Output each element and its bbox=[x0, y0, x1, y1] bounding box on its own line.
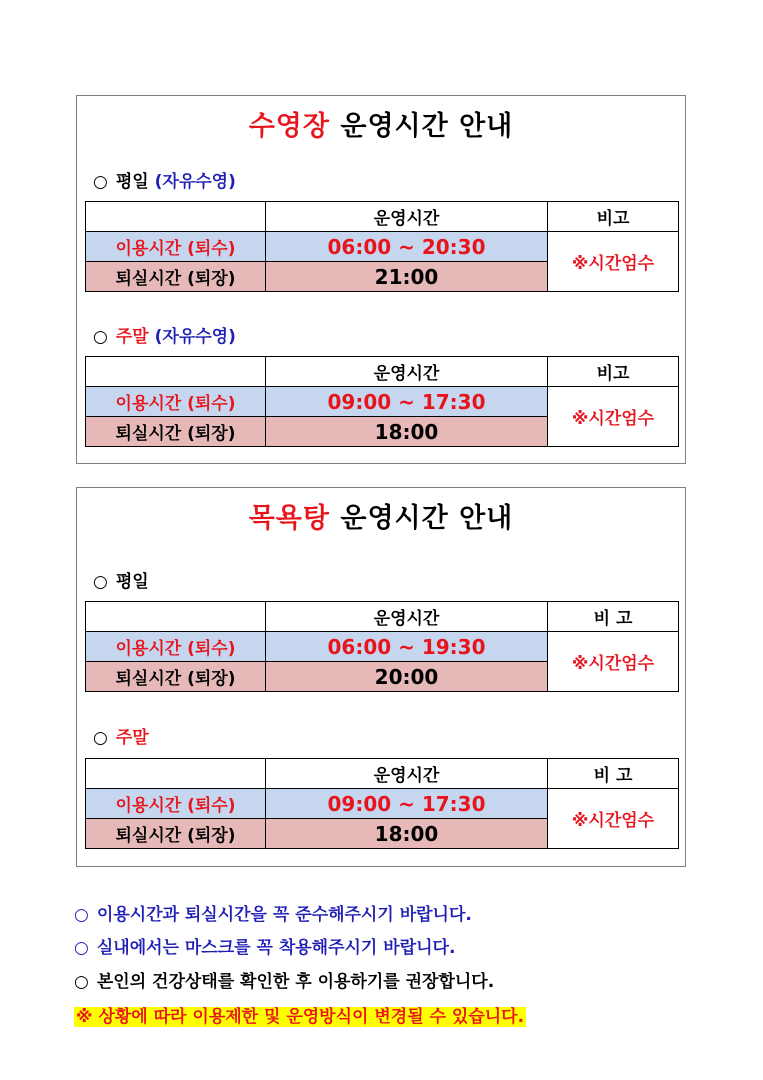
exit-time-value: 18:00 bbox=[266, 819, 548, 849]
use-time-label: 이용시간 (퇴수) bbox=[86, 232, 266, 262]
pool-title bbox=[77, 104, 685, 143]
use-time-value: 06:00 ~ 19:30 bbox=[266, 632, 548, 662]
table-corner bbox=[86, 202, 266, 232]
header-operating-time: 운영시간 bbox=[266, 202, 548, 232]
bath-title-accent: 목욕탕 bbox=[248, 503, 330, 534]
table-corner bbox=[86, 357, 266, 387]
bullet-circle: ○ bbox=[74, 938, 89, 958]
bullet-circle: ○ bbox=[74, 905, 89, 925]
exit-time-label: 퇴실시간 (퇴장) bbox=[86, 819, 266, 849]
bath-weekend-table bbox=[85, 758, 679, 849]
exit-time-value: 18:00 bbox=[266, 417, 548, 447]
header-note: 비고 bbox=[548, 357, 679, 387]
bath-weekday-table bbox=[85, 601, 679, 692]
bullet-circle: ○ bbox=[93, 572, 108, 592]
notice-item: ○ 이용시간과 퇴실시간을 꼭 준수해주시기 바랍니다. bbox=[74, 905, 472, 925]
bath-weekend-label: ○ 주말 bbox=[93, 728, 149, 748]
header-operating-time: 운영시간 bbox=[266, 357, 548, 387]
use-time-value: 09:00 ~ 17:30 bbox=[266, 789, 548, 819]
note-strict-time: ※시간엄수 bbox=[548, 632, 679, 692]
header-operating-time: 운영시간 bbox=[266, 759, 548, 789]
table-corner bbox=[86, 759, 266, 789]
use-time-label: 이용시간 (퇴수) bbox=[86, 632, 266, 662]
header-note: 비고 bbox=[548, 202, 679, 232]
bath-title bbox=[77, 496, 685, 535]
pool-weekend-table bbox=[85, 356, 679, 447]
pool-title-rest: 운영시간 안내 bbox=[340, 111, 514, 142]
table-corner bbox=[86, 602, 266, 632]
exit-time-label: 퇴실시간 (퇴장) bbox=[86, 662, 266, 692]
pool-title-accent: 수영장 bbox=[248, 111, 330, 142]
warning-line bbox=[74, 1002, 526, 1027]
note-strict-time: ※시간엄수 bbox=[548, 789, 679, 849]
bullet-circle: ○ bbox=[93, 327, 108, 347]
warning-text: ※ 상황에 따라 이용제한 및 운영방식이 변경될 수 있습니다. bbox=[76, 1007, 525, 1027]
bath-weekday-label: ○ 평일 bbox=[93, 572, 149, 592]
pool-weekend-label: ○ 주말 (자유수영) bbox=[93, 327, 236, 347]
pool-panel bbox=[76, 95, 686, 464]
pool-weekday-table bbox=[85, 201, 679, 292]
exit-time-value: 21:00 bbox=[266, 262, 548, 292]
exit-time-label: 퇴실시간 (퇴장) bbox=[86, 417, 266, 447]
bath-panel bbox=[76, 487, 686, 867]
header-note: 비 고 bbox=[548, 759, 679, 789]
notice-item: ○ 본인의 건강상태를 확인한 후 이용하기를 권장합니다. bbox=[74, 972, 495, 992]
header-operating-time: 운영시간 bbox=[266, 602, 548, 632]
notice-list bbox=[74, 900, 714, 1040]
use-time-value: 06:00 ~ 20:30 bbox=[266, 232, 548, 262]
use-time-label: 이용시간 (퇴수) bbox=[86, 387, 266, 417]
bath-title-rest: 운영시간 안내 bbox=[340, 503, 514, 534]
use-time-value: 09:00 ~ 17:30 bbox=[266, 387, 548, 417]
notice-item: ○ 실내에서는 마스크를 꼭 착용해주시기 바랍니다. bbox=[74, 938, 456, 958]
exit-time-value: 20:00 bbox=[266, 662, 548, 692]
pool-weekday-label: ○ 평일 (자유수영) bbox=[93, 172, 236, 192]
note-strict-time: ※시간엄수 bbox=[548, 387, 679, 447]
bullet-circle: ○ bbox=[93, 728, 108, 748]
use-time-label: 이용시간 (퇴수) bbox=[86, 789, 266, 819]
note-strict-time: ※시간엄수 bbox=[548, 232, 679, 292]
header-note: 비 고 bbox=[548, 602, 679, 632]
bullet-circle: ○ bbox=[93, 172, 108, 192]
bullet-circle: ○ bbox=[74, 972, 89, 992]
exit-time-label: 퇴실시간 (퇴장) bbox=[86, 262, 266, 292]
